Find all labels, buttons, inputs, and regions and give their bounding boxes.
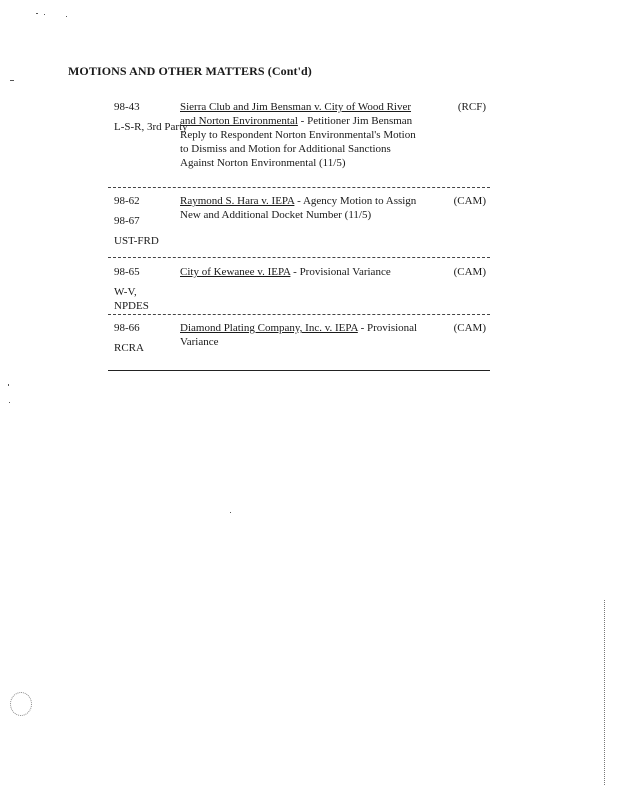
entry-divider — [108, 257, 490, 258]
docket-number: 98-66 — [114, 322, 140, 334]
case-type: RCRA — [114, 342, 144, 354]
scan-speck — [66, 16, 67, 17]
case-title: City of Kewanee v. IEPA — [180, 266, 291, 278]
case-text — [180, 321, 418, 349]
docket-number: 98-43 — [114, 101, 140, 113]
scan-edge-line — [604, 600, 605, 785]
case-type: L-S-R, 3rd Party — [114, 121, 188, 133]
stamp-mark — [10, 692, 32, 716]
case-description: - Petitioner Jim Bensman Reply to Respondent Norton Environmental's Motion to Dismiss and Motion for Additional Sanctions Against Norton Environmental (11/5) — [180, 115, 416, 169]
section-heading: MOTIONS AND OTHER MATTERS (Cont'd) — [68, 64, 312, 78]
docket-number: 98-62 — [114, 195, 140, 207]
docket-ids — [114, 194, 178, 248]
docket-ids — [114, 100, 188, 134]
docket-number-secondary: 98-67 — [114, 215, 140, 227]
scan-speck — [8, 384, 9, 386]
entry-divider — [108, 314, 490, 315]
scan-speck — [10, 80, 14, 81]
scan-speck — [230, 512, 231, 513]
attorney-code: (CAM) — [453, 322, 486, 334]
case-title: Raymond S. Hara v. IEPA — [180, 195, 295, 207]
case-type: W-V, NPDES — [114, 286, 149, 312]
case-title: Diamond Plating Company, Inc. v. IEPA — [180, 322, 358, 334]
case-text — [180, 265, 418, 279]
entry-divider — [108, 187, 490, 188]
section-end-rule — [108, 370, 490, 371]
case-description: - Agency Motion to Assign New and Additional Docket Number (11/5) — [180, 195, 417, 221]
case-description: - Provisional Variance — [180, 322, 418, 348]
case-description: - Provisional Variance — [290, 266, 391, 278]
case-type: UST-FRD — [114, 235, 159, 247]
scan-speck — [9, 402, 10, 403]
scan-speck — [36, 13, 38, 14]
attorney-code: (RCF) — [457, 101, 486, 113]
scan-speck — [44, 14, 45, 15]
case-text — [180, 100, 418, 170]
docket-ids — [114, 321, 178, 355]
attorney-code: (CAM) — [453, 266, 486, 278]
docket-ids — [114, 265, 178, 313]
docket-number: 98-65 — [114, 266, 140, 278]
case-text — [180, 194, 418, 222]
case-title: Sierra Club and Jim Bensman v. City of Wood River and Norton Environmental — [180, 101, 412, 127]
attorney-code: (CAM) — [453, 195, 486, 207]
